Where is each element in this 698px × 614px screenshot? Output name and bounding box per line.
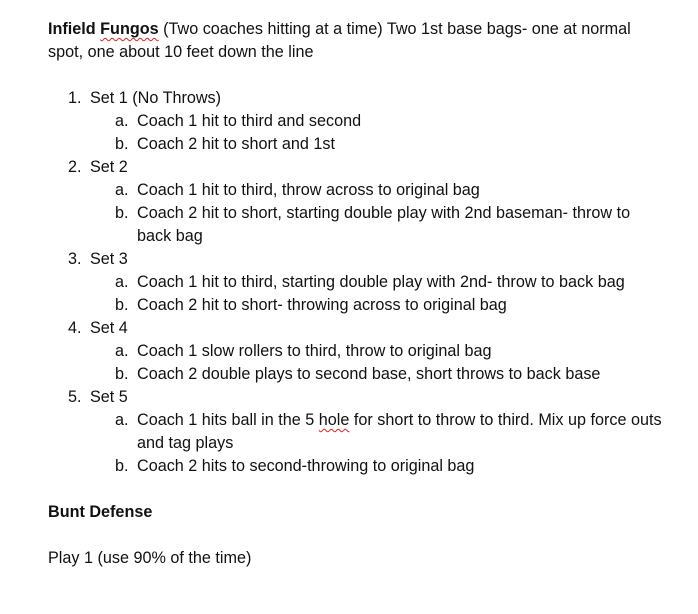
play-1-line: Play 1 (use 90% of the time): [48, 549, 252, 567]
subitem-text: Coach 2 hit to short, starting double play with 2nd baseman- throw to back bag: [137, 204, 631, 245]
set-item: [68, 386, 668, 478]
subitem-letter: b.: [115, 365, 129, 383]
set-number: 3.: [68, 250, 82, 268]
subitem-letter: a.: [115, 342, 129, 360]
set-subitems: [90, 271, 668, 317]
subitem: [115, 202, 668, 248]
set-title: Set 1 (No Throws): [90, 89, 222, 107]
set-subitems: [90, 409, 668, 478]
set-item: [68, 156, 668, 248]
subitem: [115, 110, 668, 133]
subitem-letter: a.: [115, 181, 129, 199]
set-item: [68, 87, 668, 156]
set-number: 5.: [68, 388, 82, 406]
set-item: [68, 317, 668, 386]
subitem-letter: a.: [115, 112, 129, 130]
subitem-letter: b.: [115, 457, 129, 475]
subitem: [115, 179, 668, 202]
subitem-text-before: Coach 1 hits ball in the 5: [137, 411, 319, 429]
document-body: [48, 18, 668, 570]
subitem: [115, 409, 668, 455]
heading-bold-infield: Infield: [48, 20, 101, 38]
subitem-text: Coach 2 hits to second-throwing to original bag: [137, 457, 475, 475]
subitem-text: Coach 2 double plays to second base, short throws to back base: [137, 365, 601, 383]
subitem-text: Coach 1 hit to third, throw across to original bag: [137, 181, 480, 199]
subitem-letter: b.: [115, 204, 129, 222]
subitem: [115, 133, 668, 156]
subitem: [115, 271, 668, 294]
subitem-letter: a.: [115, 411, 129, 429]
section-heading-infield-fungos: [48, 18, 668, 64]
set-number: 1.: [68, 89, 82, 107]
subitem-text: Coach 2 hit to short and 1st: [137, 135, 335, 153]
section-heading-bunt-defense: Bunt Defense: [48, 503, 153, 521]
set-title: Set 2: [90, 158, 128, 176]
set-subitems: [90, 110, 668, 156]
sets-list: [48, 87, 668, 478]
set-number: 2.: [68, 158, 82, 176]
heading-description: (Two coaches hitting at a time) Two 1st base bags- one at normal spot, one about 10 feet down the line: [48, 20, 631, 61]
set-subitems: [90, 179, 668, 248]
subitem-text: Coach 2 hit to short- throwing across to original bag: [137, 296, 507, 314]
set-title: Set 4: [90, 319, 128, 337]
subitem: [115, 294, 668, 317]
subitem-text: Coach 1 hit to third, starting double play with 2nd- throw to back bag: [137, 273, 625, 291]
set-title: Set 3: [90, 250, 128, 268]
set-title: Set 5: [90, 388, 128, 406]
subitem-text-spellcheck-word: hole: [318, 411, 350, 429]
subitem-letter: b.: [115, 296, 129, 314]
heading-bold-fungos: Fungos: [100, 20, 159, 38]
set-item: [68, 248, 668, 317]
subitem-text: Coach 1 hit to third and second: [137, 112, 362, 130]
subitem: [115, 455, 668, 478]
subitem: [115, 363, 668, 386]
subitem: [115, 340, 668, 363]
subitem-letter: b.: [115, 135, 129, 153]
subitem-letter: a.: [115, 273, 129, 291]
set-subitems: [90, 340, 668, 386]
subitem-text-after: for short to throw to third. Mix up force outs and tag plays: [137, 411, 662, 452]
subitem-text: Coach 1 slow rollers to third, throw to original bag: [137, 342, 492, 360]
set-number: 4.: [68, 319, 82, 337]
